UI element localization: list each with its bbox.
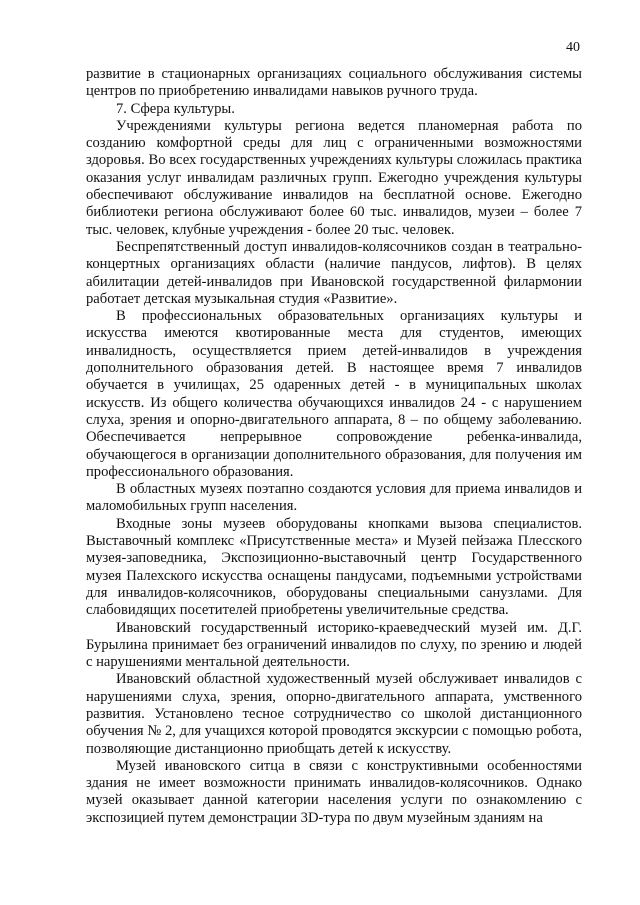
- section-heading-culture: 7. Сфера культуры.: [116, 100, 235, 117]
- paragraph-barrier-free-access: Беспрепятственный доступ инвалидов-колясочников создан в театрально-концертных организациях области (наличие пандусов, лифтов). В целях абилитации детей-инвалидов при Ивановской государственной филармонии работает детская музыкальная студия «Развитие».: [86, 238, 582, 307]
- page-number: 40: [566, 40, 580, 55]
- paragraph-chintz-museum: Музей ивановского ситца в связи с конструктивными особенностями здания не имеет возможности принимать инвалидов-колясочников. Однако музей оказывает данной категории населения услуги по ознакомлению с экспозицией путем демонстрации 3D-тура по двум музейным зданиям на: [86, 757, 582, 826]
- paragraph-continuation: развитие в стационарных организациях социального обслуживания системы центров по приобретению инвалидами навыков ручного труда.: [86, 66, 582, 100]
- paragraph-regional-museums: В областных музеях поэтапно создаются условия для приема инвалидов и маломобильных групп населения.: [86, 481, 582, 515]
- paragraph-museum-entrances: Входные зоны музеев оборудованы кнопками вызова специалистов. Выставочный комплекс «Присутственные места» и Музей пейзажа Плесского музея-заповедника, Экспозиционно-выставочный центр Государственного музея Палехского искусства оснащены пандусами, подъемными устройствами для инвалидов-колясочников, оборудованы специальными санузлами. Для слабовидящих посетителей приобретены увеличительные средства.: [86, 515, 582, 619]
- paragraph-culture-services: Учреждениями культуры региона ведется планомерная работа по созданию комфортной среды для лиц с ограниченными возможностями здоровья. Во всех государственных учреждениях культуры сложилась практика оказания услуг инвалидам различных групп. Ежегодно учреждения культуры обеспечивают обслуживание инвалидов на бесплатной основе. Ежегодно библиотеки региона обслуживают более 60 тыс. инвалидов, музеи – более 7 тыс. человек, клубные учреждения - более 20 тыс. человек.: [86, 117, 582, 238]
- paragraph-burylin-museum: Ивановский государственный историко-краеведческий музей им. Д.Г. Бурылина принимает без ограничений инвалидов по слуху, по зрению и людей с нарушениями ментальной деятельности.: [86, 619, 582, 671]
- paragraph-professional-education: В профессиональных образовательных организациях культуры и искусства имеются квотированные места для студентов, имеющих инвалидность, осуществляется прием детей-инвалидов в учреждения дополнительного образования детей. В настоящее время 7 инвалидов обучается в училищах, 25 одаренных детей - в муниципальных школах искусств. Из общего количества обучающихся инвалидов 24 - с нарушением слуха, зрения и опорно-двигательного аппарата, 8 – по общему заболеванию. Обеспечивается непрерывное сопровождение ребенка-инвалида, обучающегося в организации дополнительного образования, для получения им профессионального образования.: [86, 308, 582, 480]
- body-text: [86, 66, 582, 827]
- paragraph-art-museum: Ивановский областной художественный музей обслуживает инвалидов с нарушениями слуха, зрения, опорно-двигательного аппарата, умственного развития. Установлено тесное сотрудничество со школой дистанционного обучения № 2, для учащихся которой проводятся экскурсии с помощью робота, позволяющие дистанционно приобщать детей к искусству.: [86, 671, 582, 757]
